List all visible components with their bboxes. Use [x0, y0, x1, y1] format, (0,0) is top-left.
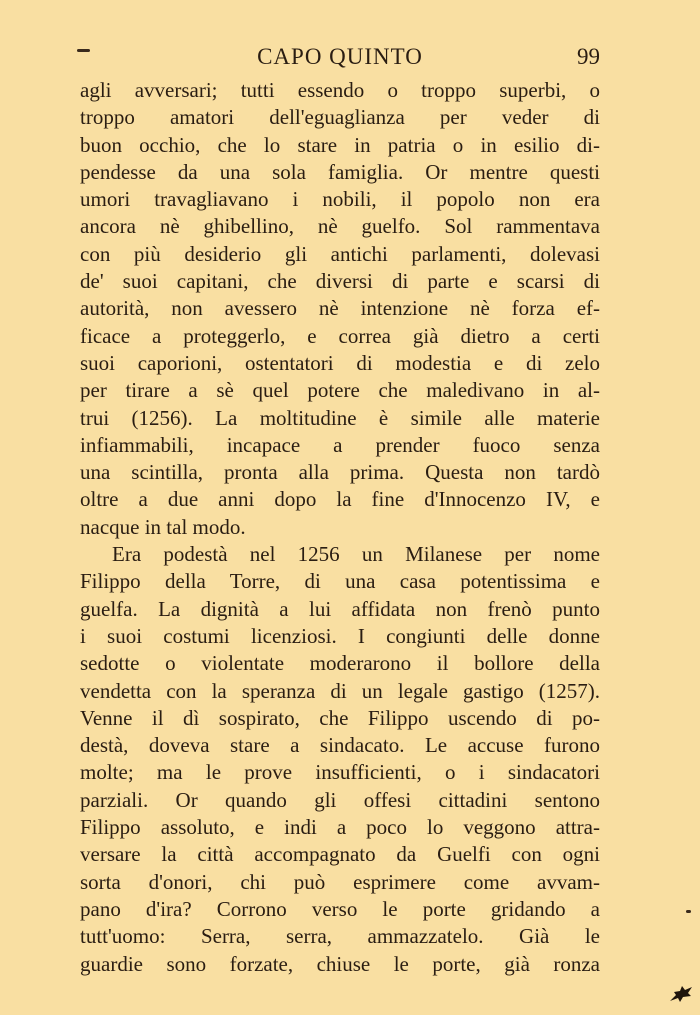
text-line: pano d'ira? Corrono verso le porte gridando a	[80, 896, 600, 921]
text-line: suoi caporioni, ostentatori di modestia e di zelo	[80, 350, 600, 375]
text-line: Era podestà nel 1256 un Milanese per nome	[112, 542, 600, 567]
text-line: Venne il dì sospirato, che Filippo uscendo di po-	[80, 705, 600, 730]
ink-blot	[668, 983, 694, 1003]
text-line: autorità, non avessero nè intenzione nè forza ef-	[80, 296, 600, 321]
text-line: i suoi costumi licenziosi. I congiunti delle donne	[80, 623, 600, 648]
text-line: pendesse da una sola famiglia. Or mentre questi	[80, 159, 600, 184]
text-line: guelfa. La dignità a lui affidata non frenò punto	[80, 596, 600, 621]
text-line: Filippo della Torre, di una casa potentissima e	[80, 569, 600, 594]
text-line: trui (1256). La moltitudine è simile alle materie	[80, 405, 600, 430]
text-line: molte; ma le prove insufficienti, o i sindacatori	[80, 760, 600, 785]
text-line: Filippo assoluto, e indi a poco lo veggono attra-	[80, 815, 600, 840]
text-line: vendetta con la speranza di un legale gastigo (1257).	[80, 678, 600, 703]
text-line: una scintilla, pronta alla prima. Questa non tardò	[80, 460, 600, 485]
text-line: sedotte o violentate moderarono il bollore della	[80, 651, 600, 676]
text-line: de' suoi capitani, che diversi di parte e scarsi di	[80, 269, 600, 294]
page-number: 99	[577, 44, 600, 69]
text-line: con più desiderio gli antichi parlamenti, dolevasi	[80, 241, 600, 266]
text-line: umori travagliavano i nobili, il popolo non era	[80, 187, 600, 212]
text-line: buon occhio, che lo stare in patria o in esilio di-	[80, 132, 600, 157]
running-title: CAPO QUINTO	[257, 44, 423, 69]
text-line: destà, doveva stare a sindacato. Le accuse furono	[80, 733, 600, 758]
text-line: ficace a proteggerlo, e correa già dietro a certi	[80, 323, 600, 348]
text-line: per tirare a sè quel potere che maledivano in al-	[80, 378, 600, 403]
text-line: tutt'uomo: Serra, serra, ammazzatelo. Già le	[80, 924, 600, 949]
text-line: nacque in tal modo.	[80, 514, 246, 539]
text-line: guardie sono forzate, chiuse le porte, già ronza	[80, 951, 600, 976]
text-line: sorta d'onori, chi può esprimere come avvam-	[80, 869, 600, 894]
ink-mark	[686, 910, 691, 913]
text-line: ancora nè ghibellino, nè guelfo. Sol rammentava	[80, 214, 600, 239]
text-line: agli avversari; tutti essendo o troppo superbi, o	[80, 78, 600, 102]
running-head	[80, 44, 600, 74]
text-line: parziali. Or quando gli offesi cittadini sentono	[80, 787, 600, 812]
text-line: infiammabili, incapace a prender fuoco senza	[80, 432, 600, 457]
text-line: oltre a due anni dopo la fine d'Innocenzo IV, e	[80, 487, 600, 512]
body-text	[80, 77, 600, 978]
text-line: versare la città accompagnato da Guelfi con ogni	[80, 842, 600, 867]
text-line: troppo amatori dell'eguaglianza per veder di	[80, 105, 600, 130]
